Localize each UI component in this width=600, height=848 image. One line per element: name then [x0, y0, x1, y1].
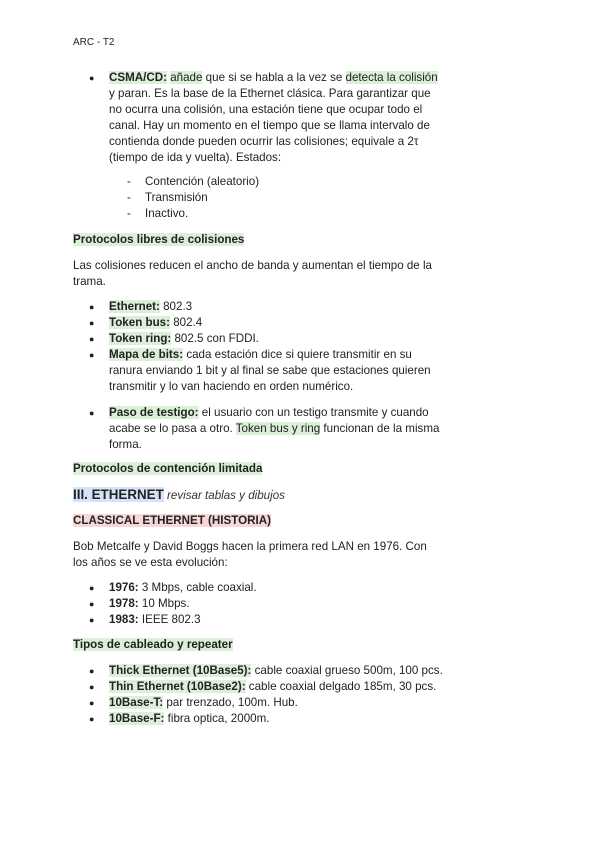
csma-states: [73, 174, 443, 222]
item-text: 802.3: [159, 300, 193, 313]
years-list: [73, 580, 443, 628]
item-text: 802.5 con FDDI.: [171, 332, 259, 345]
passing-text-3: funcionan de la misma forma.: [109, 422, 440, 451]
passing-term: Paso de testigo:: [109, 406, 199, 419]
passing-list: [73, 405, 443, 453]
classic-intro: Bob Metcalfe y David Boggs hacen la primera red LAN en 1976. Con los años se ve esta evolución:: [73, 540, 427, 569]
item-text: cable coaxial grueso 500m, 100 pcs.: [251, 664, 443, 677]
item-term: 1976:: [109, 581, 139, 594]
csma-term: CSMA/CD:: [109, 71, 167, 84]
item-term: 1978:: [109, 597, 139, 610]
item-term: 10Base-F:: [109, 712, 165, 725]
item-term: Thick Ethernet (10Base5):: [109, 664, 252, 677]
ethernet-note: revisar tablas y dibujos: [167, 489, 285, 502]
classic-ethernet-title: CLASSICAL ETHERNET (HISTORIA): [73, 514, 271, 527]
state-item: - Inactivo.: [73, 206, 443, 222]
state-item: - Transmisión: [73, 190, 443, 206]
item-text: par trenzado, 100m. Hub.: [163, 696, 298, 709]
list-item: [73, 612, 443, 628]
cabling-title: Tipos de cableado y repeater: [73, 638, 233, 651]
ethernet-heading: III. ETHERNET: [73, 487, 164, 502]
list-item: [73, 315, 443, 331]
item-term: 1983:: [109, 613, 139, 626]
page-header: ARC - T2: [73, 37, 115, 48]
csma-text-3: detecta la colisión: [345, 71, 438, 84]
free-list: [73, 299, 443, 395]
document-content: [73, 70, 443, 727]
list-item: [73, 580, 443, 596]
csma-text-1: añade: [170, 71, 203, 84]
csma-item: [73, 70, 443, 166]
state-item: - Contención (aleatorio): [73, 174, 443, 190]
item-text: cada estación dice si quiere transmitir en su ranura enviando 1 bit y al final se sabe que estaciones quieren transmitir y lo van haciendo en orden numérico.: [109, 348, 431, 393]
item-term: Token ring:: [109, 332, 172, 345]
item-term: Token bus:: [109, 316, 170, 329]
passing-text-1: el usuario con un testigo transmite y cuando acabe se lo pasa a otro.: [109, 406, 429, 435]
item-text: cable coaxial delgado 185m, 30 pcs.: [245, 680, 437, 693]
csma-list: [73, 70, 443, 166]
item-term: Ethernet:: [109, 300, 160, 313]
list-item: [73, 405, 443, 453]
list-item: [73, 299, 443, 315]
list-item: [73, 679, 443, 695]
passing-text-2: Token bus y ring: [235, 422, 321, 435]
item-term: Thin Ethernet (10Base2):: [109, 680, 246, 693]
item-text: 10 Mbps.: [138, 597, 190, 610]
item-text: 3 Mbps, cable coaxial.: [138, 581, 257, 594]
list-item: [73, 596, 443, 612]
item-term: 10Base-T:: [109, 696, 164, 709]
list-item: [73, 695, 443, 711]
list-item: [73, 663, 443, 679]
list-item: [73, 331, 443, 347]
list-item: [73, 347, 443, 395]
section-title-limited: Protocolos de contención limitada: [73, 462, 263, 475]
item-text: 802.4: [169, 316, 203, 329]
csma-text-2: que si se habla a la vez se: [202, 71, 346, 84]
item-text: IEEE 802.3: [138, 613, 201, 626]
cabling-list: [73, 663, 443, 727]
list-item: [73, 711, 443, 727]
csma-text-4: y paran. Es la base de la Ethernet clásica. Para garantizar que no ocurra una colisión, una estación tiene que ocupar todo el canal. Hay un momento en el tiempo que se llama intervalo de contienda donde pueden ocurrir las colisiones; equivale a 2τ (tiempo de ida y vuelta). Estados:: [109, 87, 431, 164]
item-term: Mapa de bits:: [109, 348, 184, 361]
section-title-free: Protocolos libres de colisiones: [73, 233, 245, 246]
free-intro: Las colisiones reducen el ancho de banda y aumentan el tiempo de la trama.: [73, 259, 433, 288]
item-text: fibra optica, 2000m.: [164, 712, 270, 725]
